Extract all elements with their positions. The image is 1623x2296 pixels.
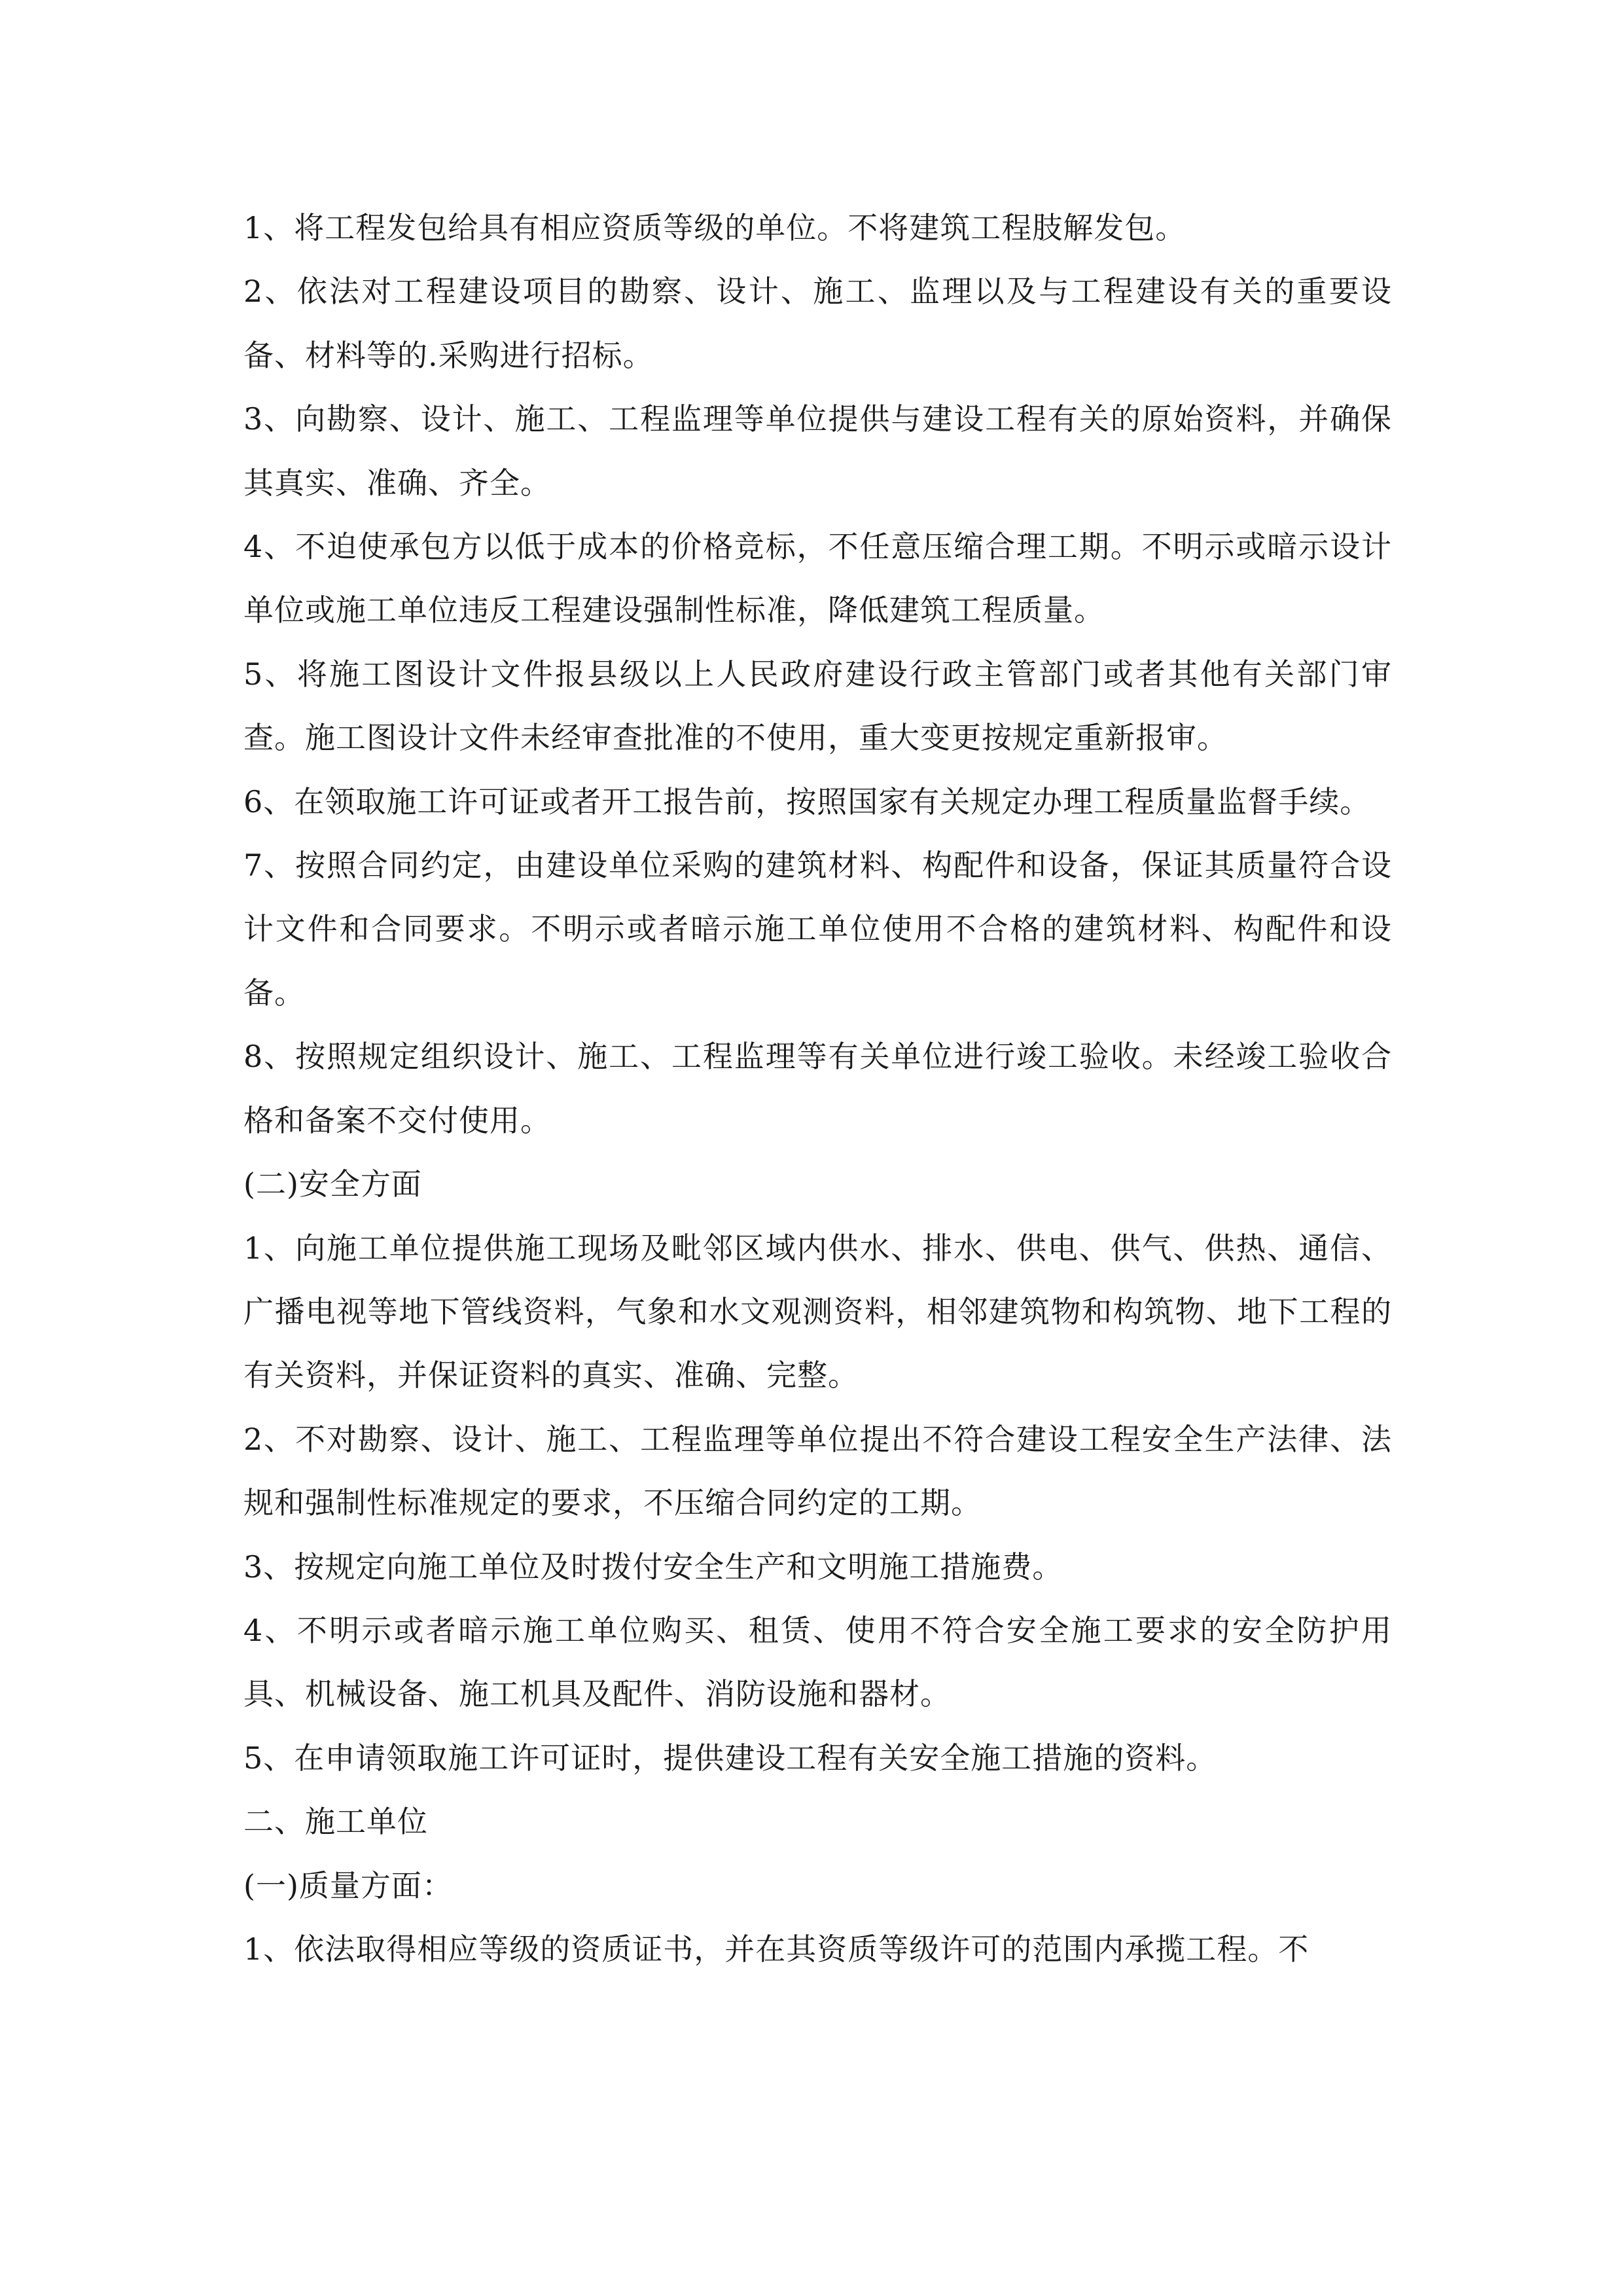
list-item: 5、将施工图设计文件报县级以上人民政府建设行政主管部门或者其他有关部门审查。施工图设计文件未经审查批准的不使用，重大变更按规定重新报审。 [243, 656, 1392, 756]
section-heading-safety: (二)安全方面 [243, 1166, 422, 1202]
list-item: 6、在领取施工许可证或者开工报告前，按照国家有关规定办理工程质量监督手续。 [243, 783, 1371, 819]
section-heading-construction-unit: 二、施工单位 [243, 1804, 428, 1840]
list-item: 7、按照合同约定，由建设单位采购的建筑材料、构配件和设备，保证其质量符合设计文件和合同要求。不明示或者暗示施工单位使用不合格的建筑材料、构配件和设备。 [243, 848, 1392, 1011]
list-item: 5、在申请领取施工许可证时，提供建设工程有关安全施工措施的资料。 [243, 1740, 1217, 1776]
list-item: 3、按规定向施工单位及时拨付安全生产和文明施工措施费。 [243, 1549, 1063, 1585]
list-item: 3、向勘察、设计、施工、工程监理等单位提供与建设工程有关的原始资料，并确保其真实、准确、齐全。 [243, 401, 1392, 501]
list-item: 2、依法对工程建设项目的勘察、设计、施工、监理以及与工程建设有关的重要设备、材料等的.采购进行招标。 [243, 274, 1392, 373]
list-item: 4、不迫使承包方以低于成本的价格竞标，不任意压缩合理工期。不明示或暗示设计单位或施工单位违反工程建设强制性标准，降低建筑工程质量。 [243, 529, 1392, 628]
list-item: 2、不对勘察、设计、施工、工程监理等单位提出不符合建设工程安全生产法律、法规和强制性标准规定的要求，不压缩合同约定的工期。 [243, 1421, 1392, 1521]
list-item: 1、将工程发包给具有相应资质等级的单位。不将建筑工程肢解发包。 [243, 210, 1186, 245]
document-body [243, 196, 1392, 1981]
section-heading-quality: (一)质量方面： [243, 1867, 453, 1903]
list-item: 1、向施工单位提供施工现场及毗邻区域内供水、排水、供电、供气、供热、通信、广播电视等地下管线资料，气象和水文观测资料，相邻建筑物和构筑物、地下工程的有关资料，并保证资料的真实、准确、完整。 [243, 1230, 1392, 1393]
list-item: 1、依法取得相应等级的资质证书，并在其资质等级许可的范围内承揽工程。不 [243, 1931, 1310, 1967]
list-item: 8、按照规定组织设计、施工、工程监理等有关单位进行竣工验收。未经竣工验收合格和备案不交付使用。 [243, 1039, 1392, 1138]
list-item: 4、不明示或者暗示施工单位购买、租赁、使用不符合安全施工要求的安全防护用具、机械设备、施工机具及配件、消防设施和器材。 [243, 1612, 1392, 1712]
